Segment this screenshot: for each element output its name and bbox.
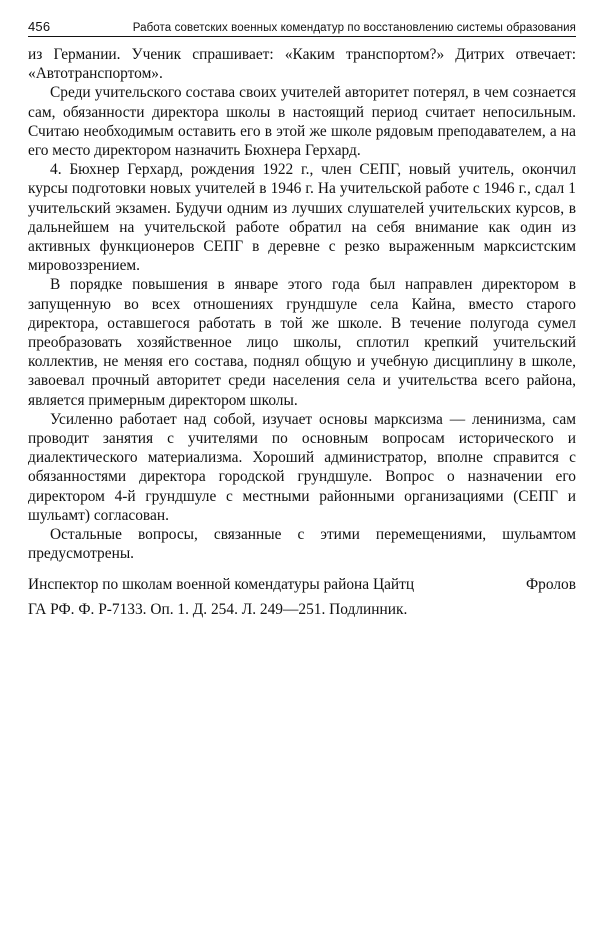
- paragraph: 4. Бюхнер Герхард, рождения 1922 г., член СЕПГ, новый учитель, окончил курсы подготовки новых учителей в 1946 г. На учительской работе с 1946 г., сдал 1 учительский экзамен. Будучи одним из лучших слушателей учительских курсов, в дальнейшем на учительской работе обратил на себя внимание как один из активных функционеров СЕПГ в деревне с резко выраженным марксистским мировоззрением.: [28, 161, 576, 275]
- paragraph: Усиленно работает над собой, изучает основы марксизма — ленинизма, сам проводит занятия с учителями по основным вопросам исторического и диалектического материализма. Хороший администратор, вполне справится с обязанностями директора городской грундшуле. Вопрос о назначении его директором 4-й грундшуле с местными районными организациями (СЕПГ и шульамт) согласован.: [28, 410, 576, 524]
- paragraph: В порядке повышения в январе этого года был направлен директором в запущенную во всех отношениях грундшуле села Кайна, вместо старого директора, оставшегося работать в той же школе. В течение полугода сумел преобразовать хозяйственное лицо школы, сплотил крепкий учительский коллектив, не меняя его состава, поднял общую и учебную дисциплину в школе, завоевал прочный авторитет среди населения села и учительства всего района, является примерным директором школы.: [28, 276, 576, 409]
- running-head: [28, 12, 576, 37]
- signature-line: [28, 575, 576, 594]
- signatory-name: Фролов: [526, 576, 576, 594]
- running-head-title: Работа советских военных комендатур по восстановлению системы образования: [132, 22, 576, 34]
- archive-reference: ГА РФ. Ф. Р-7133. Оп. 1. Д. 254. Л. 249—251. Подлинник.: [28, 600, 408, 618]
- document-page: [28, 12, 576, 942]
- paragraph: Остальные вопросы, связанные с этими перемещениями, шульамтом предусмотрены.: [28, 526, 576, 563]
- paragraph-continuation: из Германии. Ученик спрашивает: «Каким транспортом?» Дитрих отвечает: «Автотранспортом».: [28, 46, 576, 83]
- paragraph: Среди учительского состава своих учителей авторитет потерял, в чем сознается сам, обязанности директора школы в настоящий период считает непосильным. Считаю необходимым оставить его в этой же школе рядовым преподавателем, а на его место директором назначить Бюхнера Герхард.: [28, 84, 576, 160]
- body-text: [28, 45, 576, 563]
- page-number: 456: [28, 19, 51, 34]
- signatory-position: Инспектор по школам военной комендатуры района Цайтц: [28, 576, 415, 594]
